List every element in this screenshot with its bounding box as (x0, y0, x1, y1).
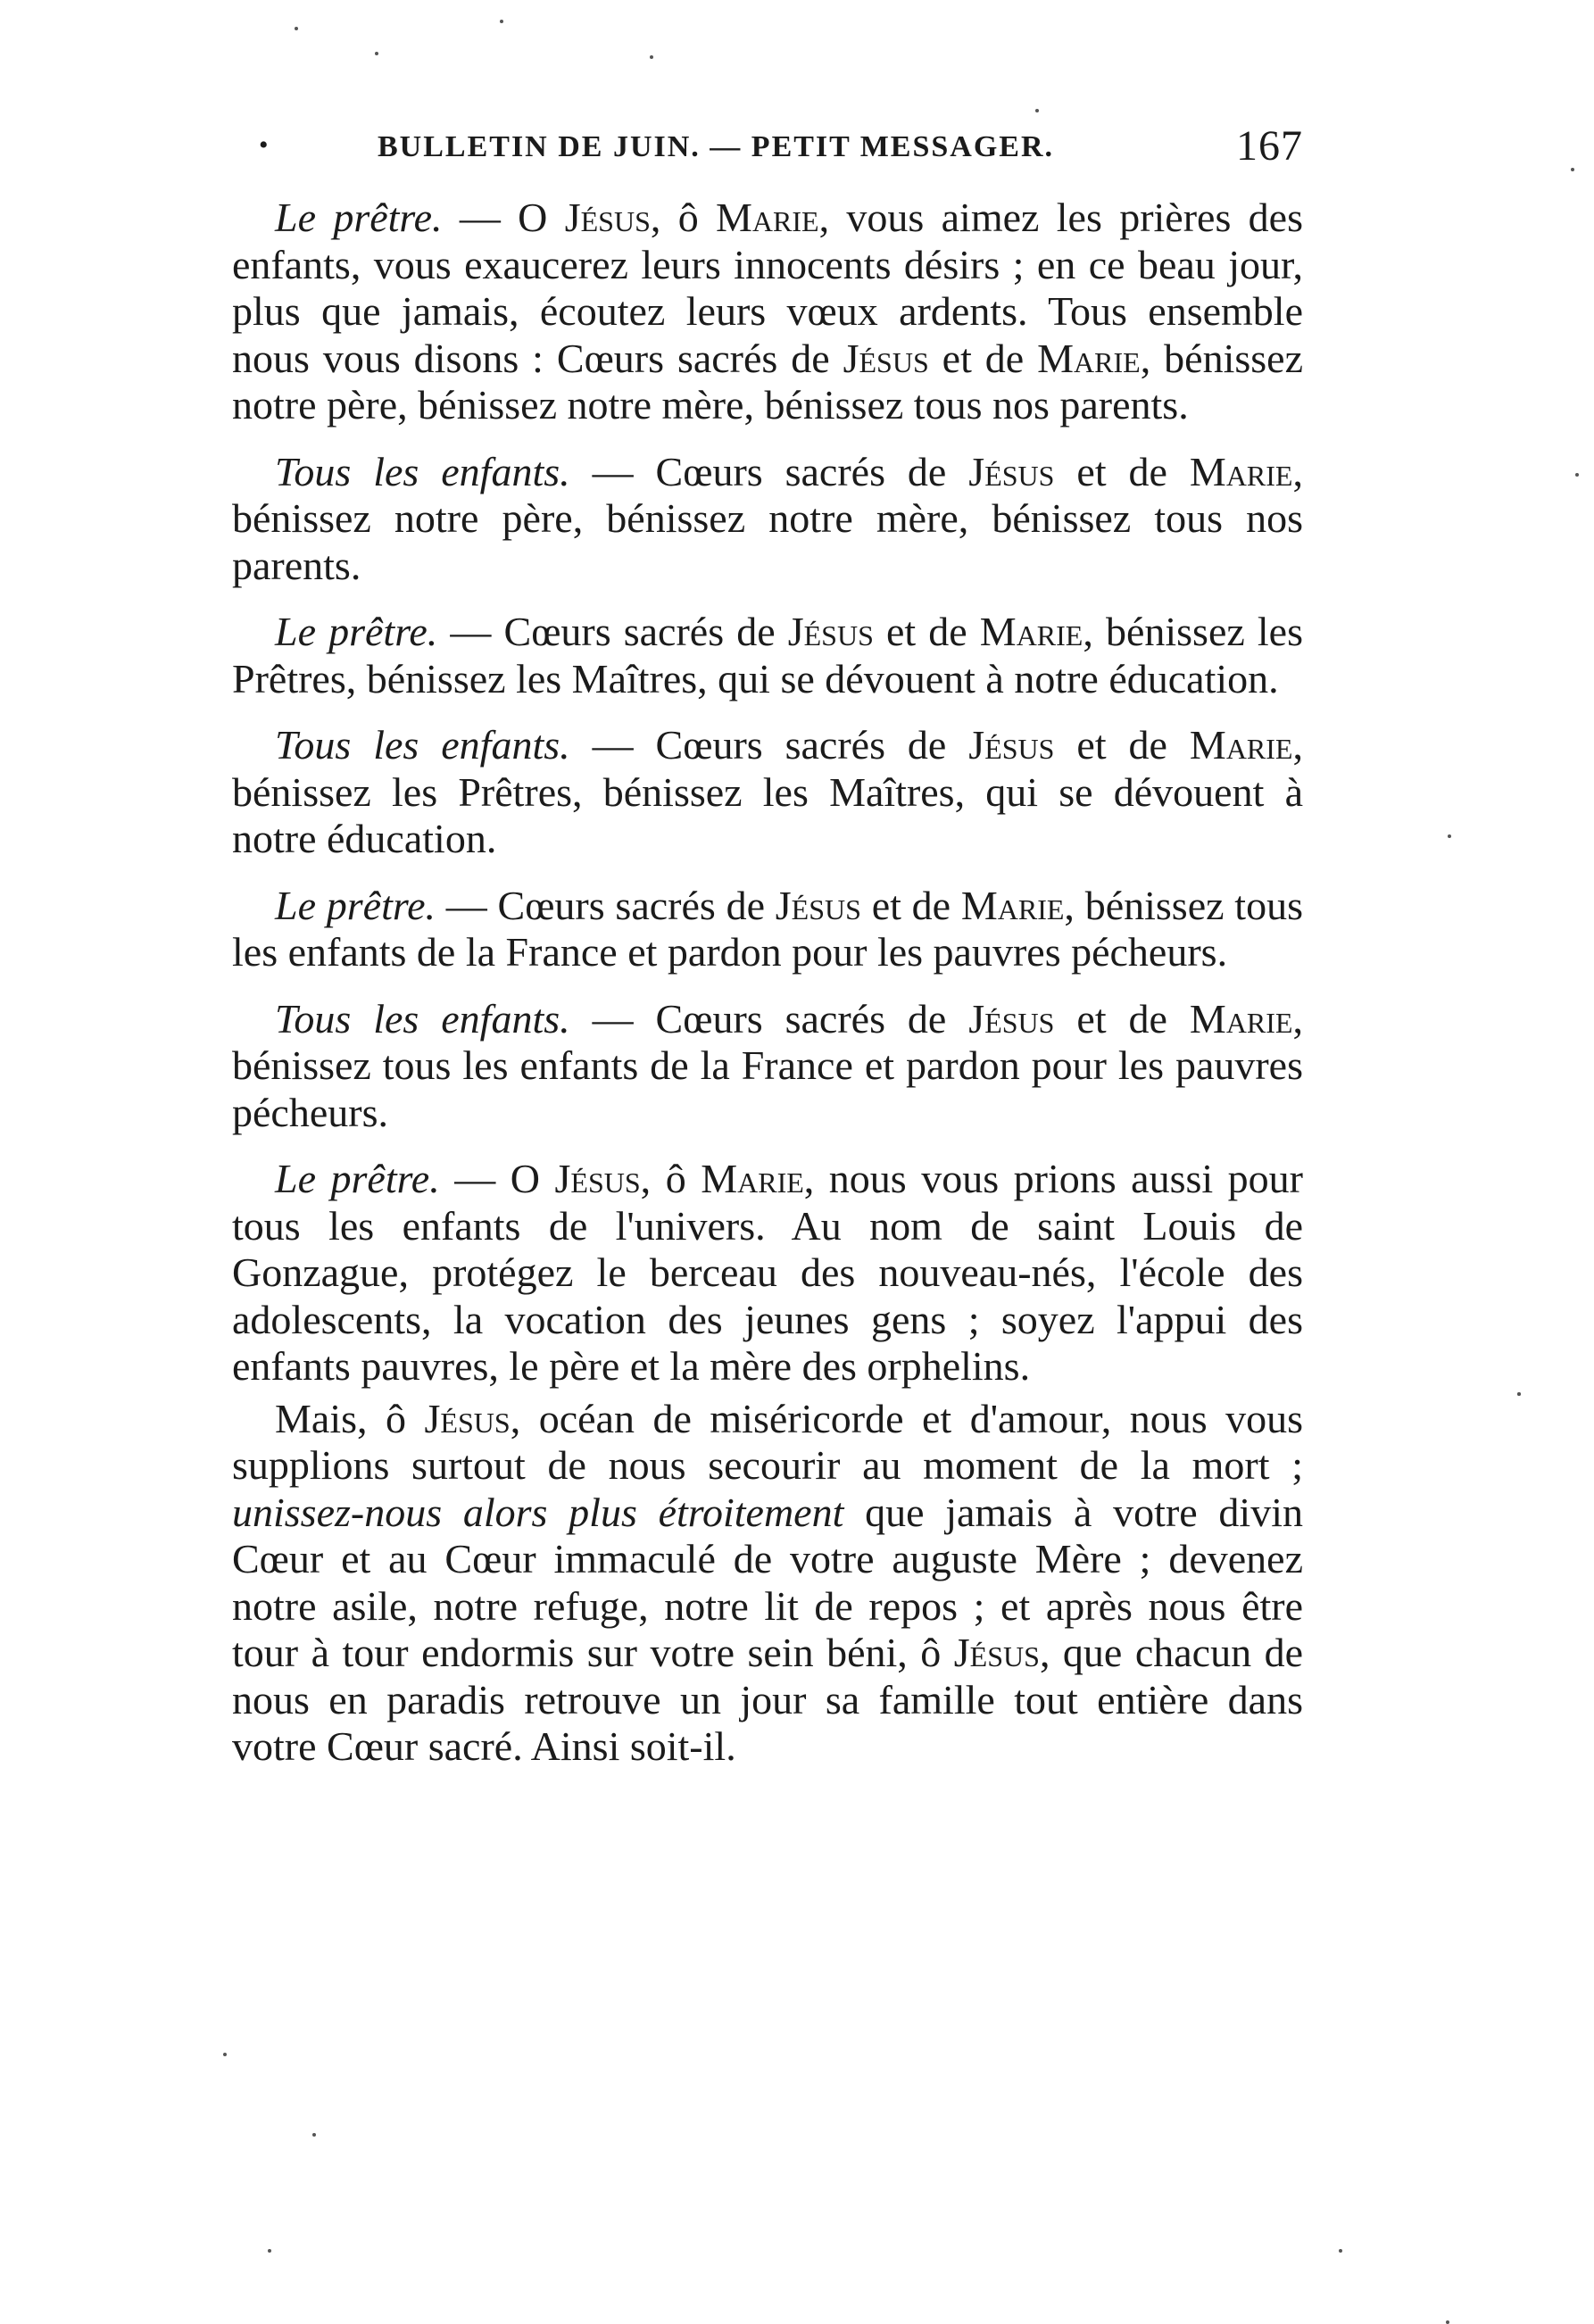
text-run: , que chacun de nous en paradis retrouve un jour sa famille tout entière dans votre Cœur sacré. Ainsi soit-il. (232, 1630, 1303, 1769)
text-run: , bénissez les Prêtres, bénissez les Maîtres, qui se dévouent à notre éducation. (232, 722, 1303, 861)
speaker-label: Tous les enfants. (275, 995, 570, 1042)
text-run: et de (1054, 722, 1190, 768)
speaker-label: Tous les enfants. (275, 722, 570, 768)
small-caps-name: Jésus (968, 448, 1055, 494)
small-caps-name: Marie (1189, 448, 1293, 494)
text-run: et de (1054, 995, 1190, 1042)
running-head (232, 122, 1303, 178)
text-run: et de (928, 335, 1038, 381)
text-run: — Cœurs sacrés de (569, 448, 969, 494)
speaker-label: Le prêtre. (275, 1156, 440, 1201)
header-bullet: • (259, 130, 270, 160)
small-caps-name: Marie (1037, 335, 1141, 381)
small-caps-name: Jésus (953, 1630, 1040, 1675)
text-run: , vous aimez les prières des enfants, vous exaucerez leurs innocents désirs ; en ce beau jour, plus que jamais, écoutez leurs vœux ardents. Tous ensemble nous vous disons : Cœurs sacrés de (232, 195, 1303, 381)
text-run: que jamais à votre divin Cœur et au Cœur immaculé de votre auguste Mère ; devenez notre asile, notre refuge, notre lit de repos ; et après nous être tour à tour endormis sur votre sein béni, ô (232, 1489, 1303, 1675)
text-run: — Cœurs sacrés de (437, 609, 788, 654)
body-text (232, 195, 1303, 1790)
small-caps-name: Jésus (968, 722, 1055, 768)
text-run: — O (442, 195, 565, 240)
text-run: — Cœurs sacrés de (569, 722, 969, 768)
text-run: , bénissez tous les enfants de la France et pardon pour les pauvres pécheurs. (232, 995, 1303, 1135)
paragraph (232, 609, 1303, 702)
small-caps-name: Marie (1189, 722, 1293, 768)
text-run: — Cœurs sacrés de (435, 882, 776, 928)
text-run: , bénissez notre père, bénissez notre mère, bénissez tous nos parents. (232, 335, 1303, 427)
paragraph (232, 195, 1303, 429)
text-run: et de (1054, 448, 1190, 494)
small-caps-name: Marie (701, 1156, 804, 1201)
speaker-label: Tous les enfants. (275, 448, 570, 494)
text-run: , océan de miséricorde et d'amour, nous vous supplions surtout de nous secourir au moment de la mort ; (232, 1395, 1304, 1488)
text-run: , ô (640, 1156, 702, 1201)
paragraph (232, 449, 1303, 590)
speaker-label: Le prêtre. (275, 609, 438, 654)
text-run: Mais, ô (275, 1395, 425, 1441)
speaker-label: Le prêtre. (275, 195, 443, 240)
small-caps-name: Jésus (554, 1156, 641, 1201)
text-run: , bénissez les Prêtres, bénissez les Maîtres, qui se dévouent à notre éducation. (232, 609, 1303, 701)
paragraph (232, 722, 1303, 863)
small-caps-name: Marie (979, 609, 1083, 654)
text-run: et de (860, 882, 961, 928)
paragraph (232, 1396, 1303, 1771)
text-run: et de (873, 609, 980, 654)
paragraph (232, 883, 1303, 976)
small-caps-name: Jésus (968, 995, 1055, 1042)
text-run: , bénissez notre père, bénissez notre mère, bénissez tous nos parents. (232, 448, 1303, 588)
small-caps-name: Jésus (787, 609, 874, 654)
paragraph (232, 1156, 1303, 1390)
text-run: , ô (650, 195, 717, 240)
paragraph (232, 996, 1303, 1137)
page-number: 167 (1236, 122, 1303, 170)
running-title: BULLETIN DE JUIN. — PETIT MESSAGER. (378, 130, 1055, 163)
italic-text: unissez-nous alors plus étroitement (232, 1489, 844, 1535)
text-run: — Cœurs sacrés de (569, 995, 969, 1042)
small-caps-name: Marie (1189, 995, 1293, 1042)
text-run: , nous vous prions aussi pour tous les enfants de l'univers. Au nom de saint Louis de Gonzague, protégez le berceau des nouveau-nés, l'école des adolescents, la vocation des jeunes gens ; soyez l'appui des enfants pauvres, le père et la mère des orphelins. (232, 1156, 1303, 1389)
speaker-label: Le prêtre. (275, 882, 436, 928)
small-caps-name: Marie (960, 882, 1065, 928)
small-caps-name: Jésus (775, 882, 861, 928)
small-caps-name: Jésus (564, 195, 651, 240)
text-run: — O (439, 1156, 555, 1201)
small-caps-name: Marie (716, 195, 819, 240)
small-caps-name: Jésus (424, 1395, 511, 1441)
text-run: , bénissez tous les enfants de la France et pardon pour les pauvres pécheurs. (232, 882, 1303, 975)
small-caps-name: Jésus (843, 335, 929, 381)
